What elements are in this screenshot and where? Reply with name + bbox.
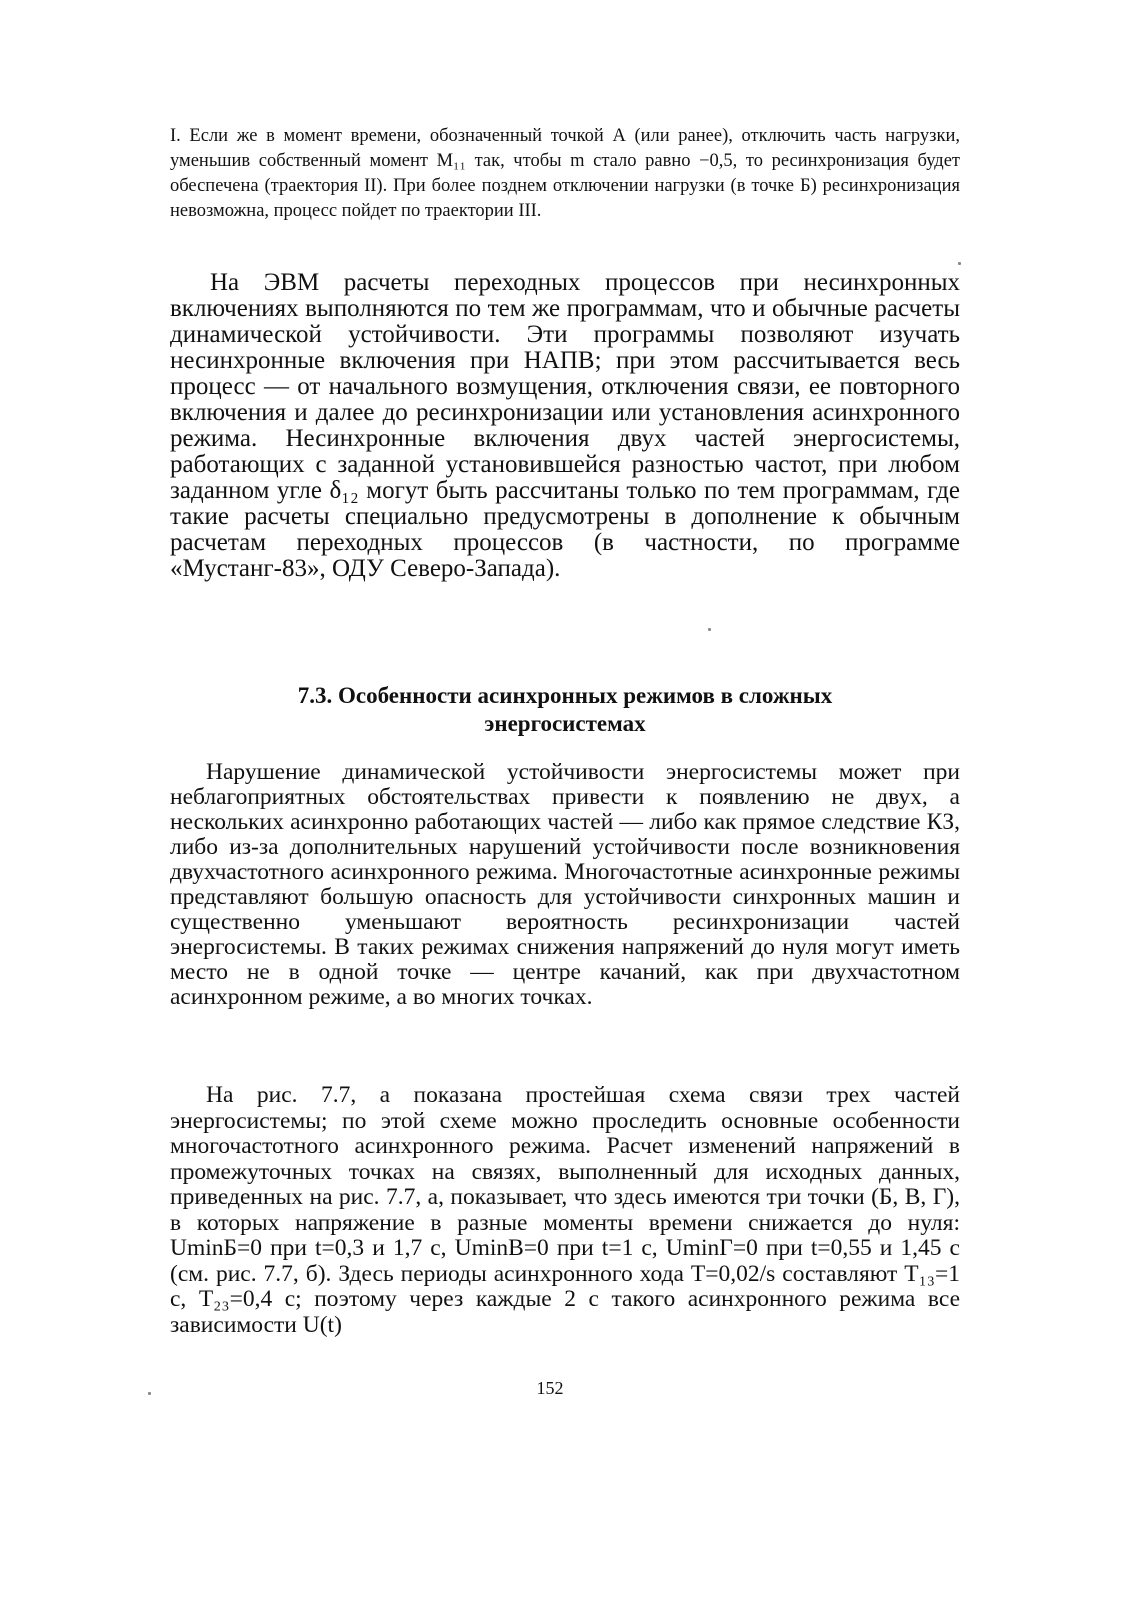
scan-speck (148, 1392, 151, 1395)
paragraph-figure-7-7: На рис. 7.7, а показана простейшая схема связи трех частей энергосистемы; по этой схеме можно проследить основные особенности многочастотного асинхронного режима. Расчет изменений напряжений в промежуточных точках на связях, выполненный для исходных данных, приведенных на рис. 7.7, а, показывает, что здесь имеются три точки (Б, В, Г), в которых напряжение в разные моменты времени снижается до нуля: UminБ=0 при t=0,3 и 1,7 с, UminВ=0 при t=1 с, UminГ=0 при t=0,55 и 1,45 с (см. рис. 7.7, б). Здесь периоды асинхронного хода T=0,02/s составляют T₁₃=1 с, T₂₃=0,4 с; поэтому через каждые 2 с такого асинхронного режима все зависимости U(t) (170, 1082, 960, 1338)
section-heading (170, 682, 960, 738)
scan-speck (958, 262, 961, 265)
section-heading-line-1: 7.3. Особенности асинхронных режимов в сложных (297, 683, 833, 708)
section-heading-line-2: энергосистемах (484, 711, 646, 736)
paragraph-stability-violation: Нарушение динамической устойчивости энергосистемы может при неблагоприятных обстоятельствах привести к появлению не двух, а нескольких асинхронно работающих частей — либо как прямое следствие КЗ, либо из-за дополнительных нарушений устойчивости после возникновения двухчастотного асинхронного режима. Многочастотные асинхронные режимы представляют большую опасность для устойчивости синхронных машин и существенно уменьшают вероятность ресинхронизации частей энергосистемы. В таких режимах снижения напряжений до нуля могут иметь место не в одной точке — центре качаний, как при двухчастотном асинхронном режиме, а во многих точках. (170, 759, 960, 1010)
figure-caption-text: I. Если же в момент времени, обозначенный точкой А (или ранее), отключить часть нагрузки, уменьшив собственный момент M₁₁ так, чтобы m стало равно −0,5, то ресинхронизация будет обеспечена (траектория II). При более позднем отключении нагрузки (в точке Б) ресинхронизация невозможна, процесс пойдет по траектории III. (170, 126, 960, 221)
paragraph-computer-calculations: На ЭВМ расчеты переходных процессов при несинхронных включениях выполняются по тем же программам, что и обычные расчеты динамической устойчивости. Эти программы позволяют изучать несинхронные включения при НАПВ; при этом рассчитывается весь процесс — от начального возмущения, отключения связи, ее повторного включения и далее до ресинхронизации или установления асинхронного режима. Несинхронные включения двух частей энергосистемы, работающих с заданной установившейся разностью частот, при любом заданном угле δ₁₂ могут быть рассчитаны только по тем программам, где такие расчеты специально предусмотрены в дополнение к обычным расчетам переходных процессов (в частности, по программе «Мустанг-83», ОДУ Северо-Запада). (170, 269, 960, 582)
scan-speck (708, 628, 711, 631)
page-number: 152 (536, 1378, 564, 1398)
